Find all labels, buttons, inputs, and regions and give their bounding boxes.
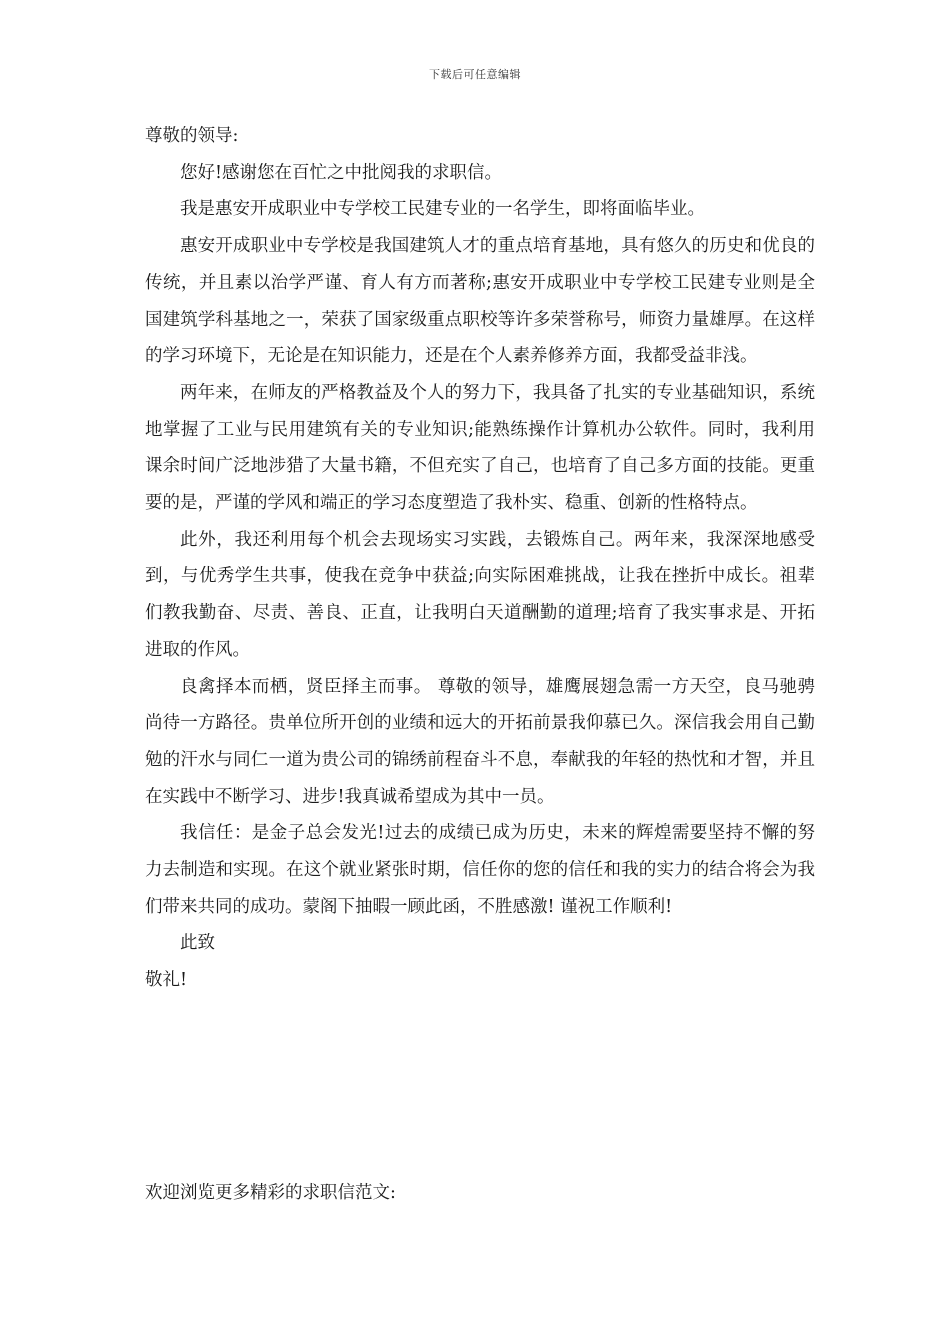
letter-body (145, 118, 815, 999)
letter-closing: 此致 (180, 933, 215, 954)
letter-paragraph-skills: 两年来，在师友的严格教益及个人的努力下，我具备了扎实的专业基础知识，系统地掌握了工业与民用建筑有关的专业知识;能熟练操作计算机办公软件。同时，我利用课余时间广泛地涉猎了大量书籍，不但充实了自己，也培育了自己多方面的技能。更重要的是，严谨的学风和端正的学习态度塑造了我朴实、稳重、创新的性格特点。 (145, 382, 815, 514)
letter-regards: 敬礼! (145, 970, 188, 991)
letter-paragraph-school: 惠安开成职业中专学校是我国建筑人才的重点培育基地，具有悠久的历史和优良的传统，并且素以治学严谨、育人有方而著称;惠安开成职业中专学校工民建专业则是全国建筑学科基地之一，荣获了国家级重点职校等许多荣誉称号，师资力量雄厚。在这样的学习环境下，无论是在知识能力，还是在个人素养修养方面，我都受益非浅。 (145, 236, 815, 367)
more-samples-link[interactable]: 欢迎浏览更多精彩的求职信范文: (145, 1183, 396, 1203)
letter-paragraph-confidence: 我信任：是金子总会发光!过去的成绩已成为历史，未来的辉煌需要坚持不懈的努力去制造和实现。在这个就业紧张时期，信任你的您的信任和我的实力的结合将会为我们带来共同的成功。蒙阁下抽暇一顾此函，不胜感激! 谨祝工作顺利! (145, 823, 815, 917)
header-note: 下载后可任意编辑 (429, 68, 521, 81)
letter-salutation: 尊敬的领导: (145, 126, 239, 146)
letter-paragraph-aspiration: 良禽择本而栖，贤臣择主而事。 尊敬的领导，雄鹰展翅急需一方天空，良马驰骋尚待一方路径。贵单位所开创的业绩和远大的开拓前景我仰慕已久。深信我会用自己勤勉的汗水与同仁一道为贵公司的锦绣前程奋斗不息，奉献我的年轻的热忱和才智，并且在实践中不断学习、进步!我真诚希望成为其中一员。 (145, 676, 815, 807)
letter-paragraph-greeting: 您好!感谢您在百忙之中批阅我的求职信。 (180, 162, 503, 183)
letter-paragraph-intro: 我是惠安开成职业中专学校工民建专业的一名学生，即将面临毕业。 (180, 199, 705, 220)
letter-paragraph-practice: 此外，我还利用每个机会去现场实习实践，去锻炼自己。两年来，我深深地感受到，与优秀学生共事，使我在竞争中获益;向实际困难挑战，让我在挫折中成长。祖辈们教我勤奋、尽责、善良、正直，让我明白天道酬勤的道理;培育了我实事求是、开拓进取的作风。 (145, 529, 815, 660)
